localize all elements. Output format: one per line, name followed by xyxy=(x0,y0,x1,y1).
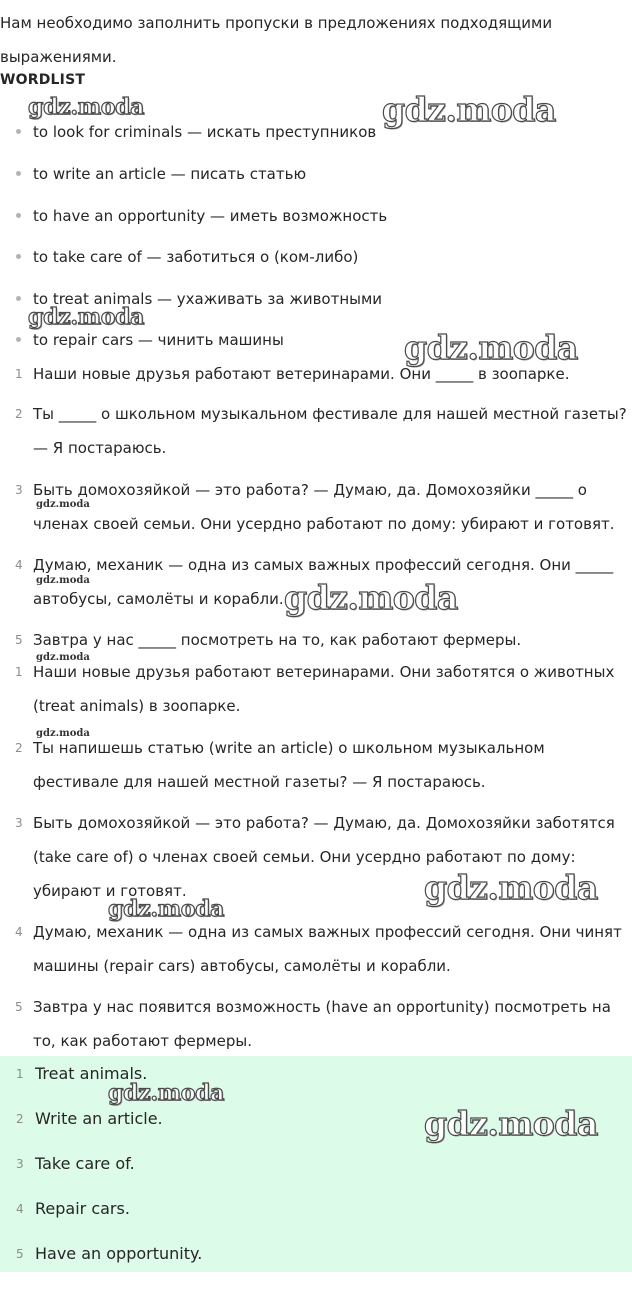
watermark: gdz.moda xyxy=(424,868,598,907)
bullet-icon xyxy=(16,129,21,134)
watermark: gdz.moda xyxy=(28,94,145,120)
list-item: to repair cars — чинить машины xyxy=(16,328,284,352)
list-item: to look for criminals — искать преступников xyxy=(16,120,376,144)
watermark: gdz.moda xyxy=(108,1080,225,1106)
watermark: gdz.moda xyxy=(36,499,90,510)
answer-item: 1 Treat animals. xyxy=(16,1064,148,1083)
answer-panel xyxy=(0,1056,632,1272)
answer-item: 2 Write an article. xyxy=(16,1109,163,1128)
list-item: to treat animals — ухаживать за животными xyxy=(16,287,382,311)
answer-item: 3 Take care of. xyxy=(16,1154,135,1173)
bullet-icon xyxy=(16,296,21,301)
watermark: gdz.moda xyxy=(36,652,90,663)
intro-text: Нам необходимо заполнить пропуски в предложениях подходящими выражениями. xyxy=(0,14,553,66)
list-item: to have an opportunity — иметь возможность xyxy=(16,204,387,228)
bullet-icon xyxy=(16,337,21,342)
watermark: gdz.moda xyxy=(36,728,90,739)
bullet-icon xyxy=(16,171,21,176)
watermark: gdz.moda xyxy=(28,304,145,330)
watermark: gdz.moda xyxy=(36,575,90,586)
list-item: to write an article — писать статью xyxy=(16,162,306,186)
wordlist-heading: WORDLIST xyxy=(0,72,86,88)
watermark: gdz.moda xyxy=(108,896,225,922)
bullet-icon xyxy=(16,254,21,259)
answer-item: 5 Have an opportunity. xyxy=(16,1244,203,1263)
watermark: gdz.moda xyxy=(284,578,458,617)
list-item: to take care of — заботиться о (ком-либо) xyxy=(16,245,358,269)
watermark: gdz.moda xyxy=(424,1104,598,1143)
answer-item: 4 Repair cars. xyxy=(16,1199,130,1218)
watermark: gdz.moda xyxy=(404,328,578,367)
watermark: gdz.moda xyxy=(382,90,556,129)
bullet-icon xyxy=(16,213,21,218)
